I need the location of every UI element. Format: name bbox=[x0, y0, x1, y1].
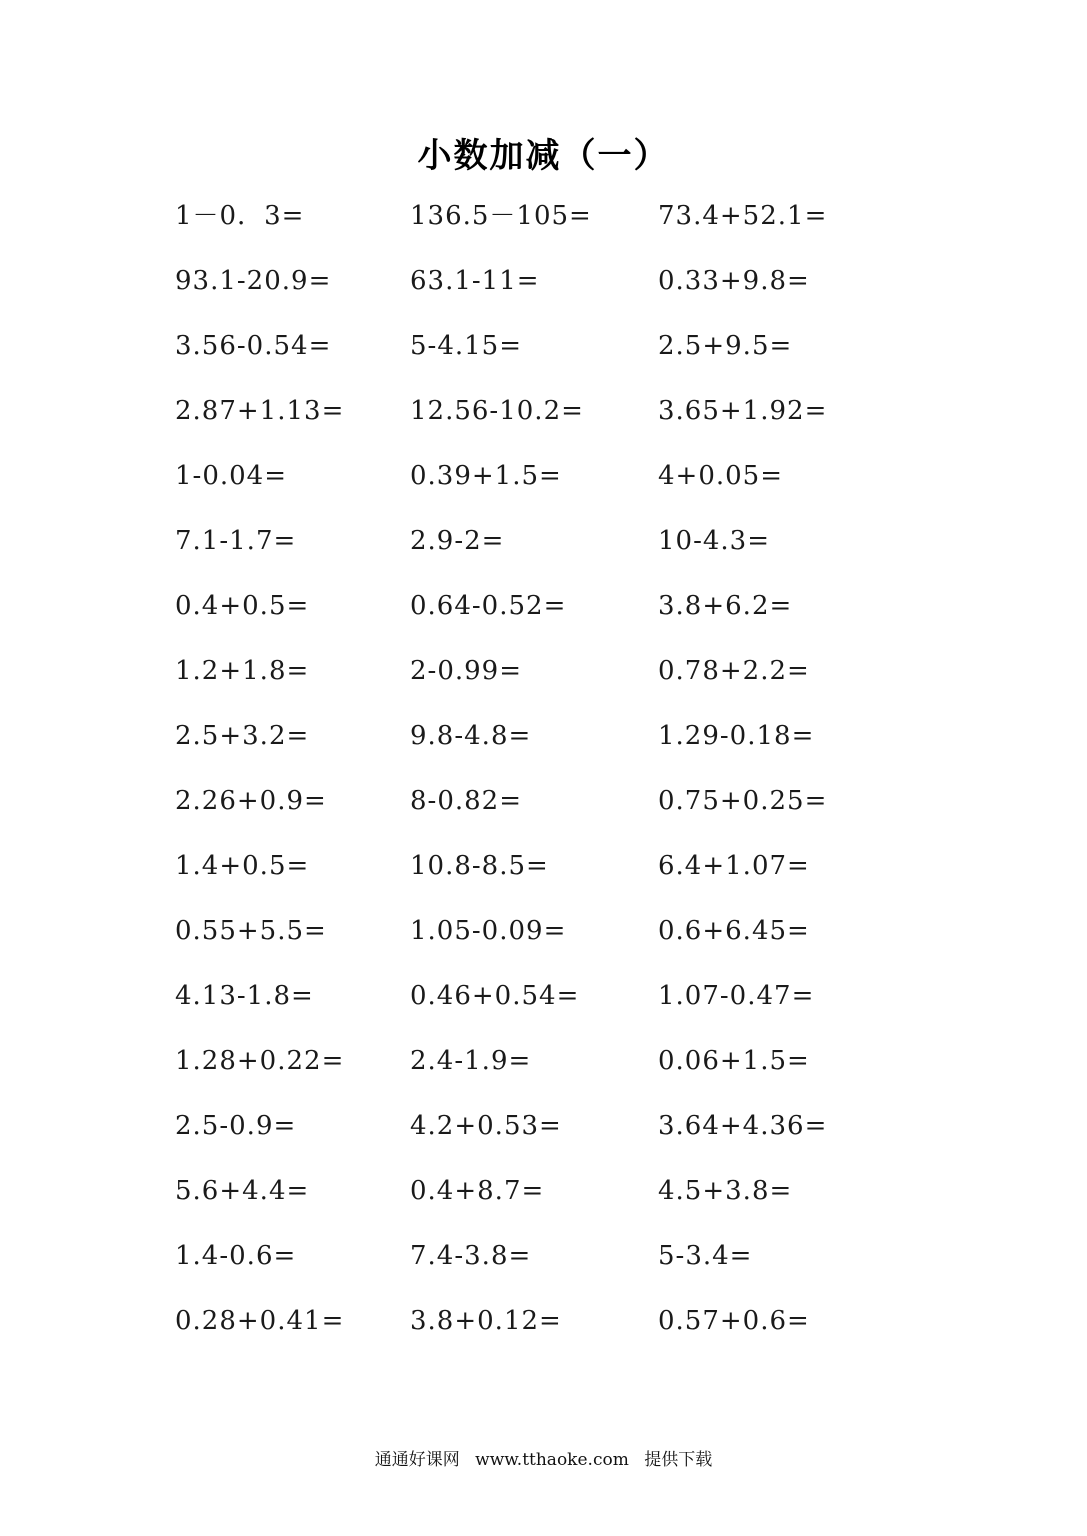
problem-grid bbox=[175, 196, 875, 1366]
problem-item: 7.4-3.8= bbox=[410, 1241, 532, 1271]
problem-row bbox=[175, 1106, 875, 1171]
problem-item: 1-0.04= bbox=[175, 461, 288, 491]
problem-item: 4.13-1.8= bbox=[175, 981, 314, 1011]
problem-item: 0.4+0.5= bbox=[175, 591, 310, 621]
problem-item: 2.5+3.2= bbox=[175, 721, 310, 751]
problem-item: 63.1-11= bbox=[410, 266, 540, 296]
problem-item: 4.5+3.8= bbox=[658, 1176, 793, 1206]
problem-item: 0.57+0.6= bbox=[658, 1306, 810, 1336]
problem-item: 9.8-4.8= bbox=[410, 721, 532, 751]
problem-item: 0.4+8.7= bbox=[410, 1176, 545, 1206]
problem-row bbox=[175, 586, 875, 651]
problem-item: 4+0.05= bbox=[658, 461, 784, 491]
problem-item: 2.26+0.9= bbox=[175, 786, 327, 816]
problem-item: 0.46+0.54= bbox=[410, 981, 580, 1011]
problem-item: 2.5+9.5= bbox=[658, 331, 793, 361]
problem-row bbox=[175, 1171, 875, 1236]
problem-item: 93.1-20.9= bbox=[175, 266, 332, 296]
problem-item: 1－0．3= bbox=[175, 201, 305, 231]
problem-row bbox=[175, 846, 875, 911]
problem-row bbox=[175, 261, 875, 326]
problem-item: 10.8-8.5= bbox=[410, 851, 549, 881]
problem-row bbox=[175, 976, 875, 1041]
problem-item: 1.28+0.22= bbox=[175, 1046, 345, 1076]
problem-item: 8-0.82= bbox=[410, 786, 523, 816]
problem-item: 1.05-0.09= bbox=[410, 916, 567, 946]
problem-item: 0.33+9.8= bbox=[658, 266, 810, 296]
problem-item: 0.39+1.5= bbox=[410, 461, 562, 491]
problem-item: 3.8+6.2= bbox=[658, 591, 793, 621]
problem-item: 0.55+5.5= bbox=[175, 916, 327, 946]
problem-item: 3.65+1.92= bbox=[658, 396, 828, 426]
problem-item: 4.2+0.53= bbox=[410, 1111, 562, 1141]
problem-item: 0.28+0.41= bbox=[175, 1306, 345, 1336]
footer-url[interactable]: www.tthaoke.com bbox=[475, 1450, 629, 1470]
problem-item: 1.4-0.6= bbox=[175, 1241, 297, 1271]
problem-row bbox=[175, 391, 875, 456]
page-title: 小数加减（一） bbox=[417, 136, 670, 176]
footer-site-name: 通通好课网 bbox=[374, 1450, 460, 1470]
problem-row bbox=[175, 1236, 875, 1301]
problem-item: 136.5－105= bbox=[410, 201, 592, 231]
problem-item: 2-0.99= bbox=[410, 656, 523, 686]
problem-item: 73.4+52.1= bbox=[658, 201, 828, 231]
problem-row bbox=[175, 326, 875, 391]
problem-row bbox=[175, 456, 875, 521]
problem-item: 1.2+1.8= bbox=[175, 656, 310, 686]
problem-item: 1.4+0.5= bbox=[175, 851, 310, 881]
problem-item: 5.6+4.4= bbox=[175, 1176, 310, 1206]
problem-row bbox=[175, 911, 875, 976]
problem-item: 0.78+2.2= bbox=[658, 656, 810, 686]
problem-row bbox=[175, 1301, 875, 1366]
problem-row bbox=[175, 716, 875, 781]
problem-item: 2.5-0.9= bbox=[175, 1111, 297, 1141]
problem-item: 7.1-1.7= bbox=[175, 526, 297, 556]
problem-item: 5-4.15= bbox=[410, 331, 523, 361]
footer bbox=[0, 1445, 1087, 1470]
problem-item: 0.6+6.45= bbox=[658, 916, 810, 946]
problem-item: 3.56-0.54= bbox=[175, 331, 332, 361]
problem-row bbox=[175, 1041, 875, 1106]
problem-item: 2.4-1.9= bbox=[410, 1046, 532, 1076]
problem-item: 3.8+0.12= bbox=[410, 1306, 562, 1336]
problem-item: 6.4+1.07= bbox=[658, 851, 810, 881]
footer-suffix: 提供下载 bbox=[644, 1450, 713, 1470]
problem-item: 3.64+4.36= bbox=[658, 1111, 828, 1141]
problem-item: 2.9-2= bbox=[410, 526, 505, 556]
problem-row bbox=[175, 521, 875, 586]
problem-item: 1.29-0.18= bbox=[658, 721, 815, 751]
problem-item: 10-4.3= bbox=[658, 526, 771, 556]
problem-item: 2.87+1.13= bbox=[175, 396, 345, 426]
problem-item: 1.07-0.47= bbox=[658, 981, 815, 1011]
problem-item: 5-3.4= bbox=[658, 1241, 753, 1271]
problem-item: 0.06+1.5= bbox=[658, 1046, 810, 1076]
problem-item: 12.56-10.2= bbox=[410, 396, 584, 426]
problem-row bbox=[175, 651, 875, 716]
problem-row bbox=[175, 781, 875, 846]
problem-item: 0.64-0.52= bbox=[410, 591, 567, 621]
problem-row bbox=[175, 196, 875, 261]
problem-item: 0.75+0.25= bbox=[658, 786, 828, 816]
